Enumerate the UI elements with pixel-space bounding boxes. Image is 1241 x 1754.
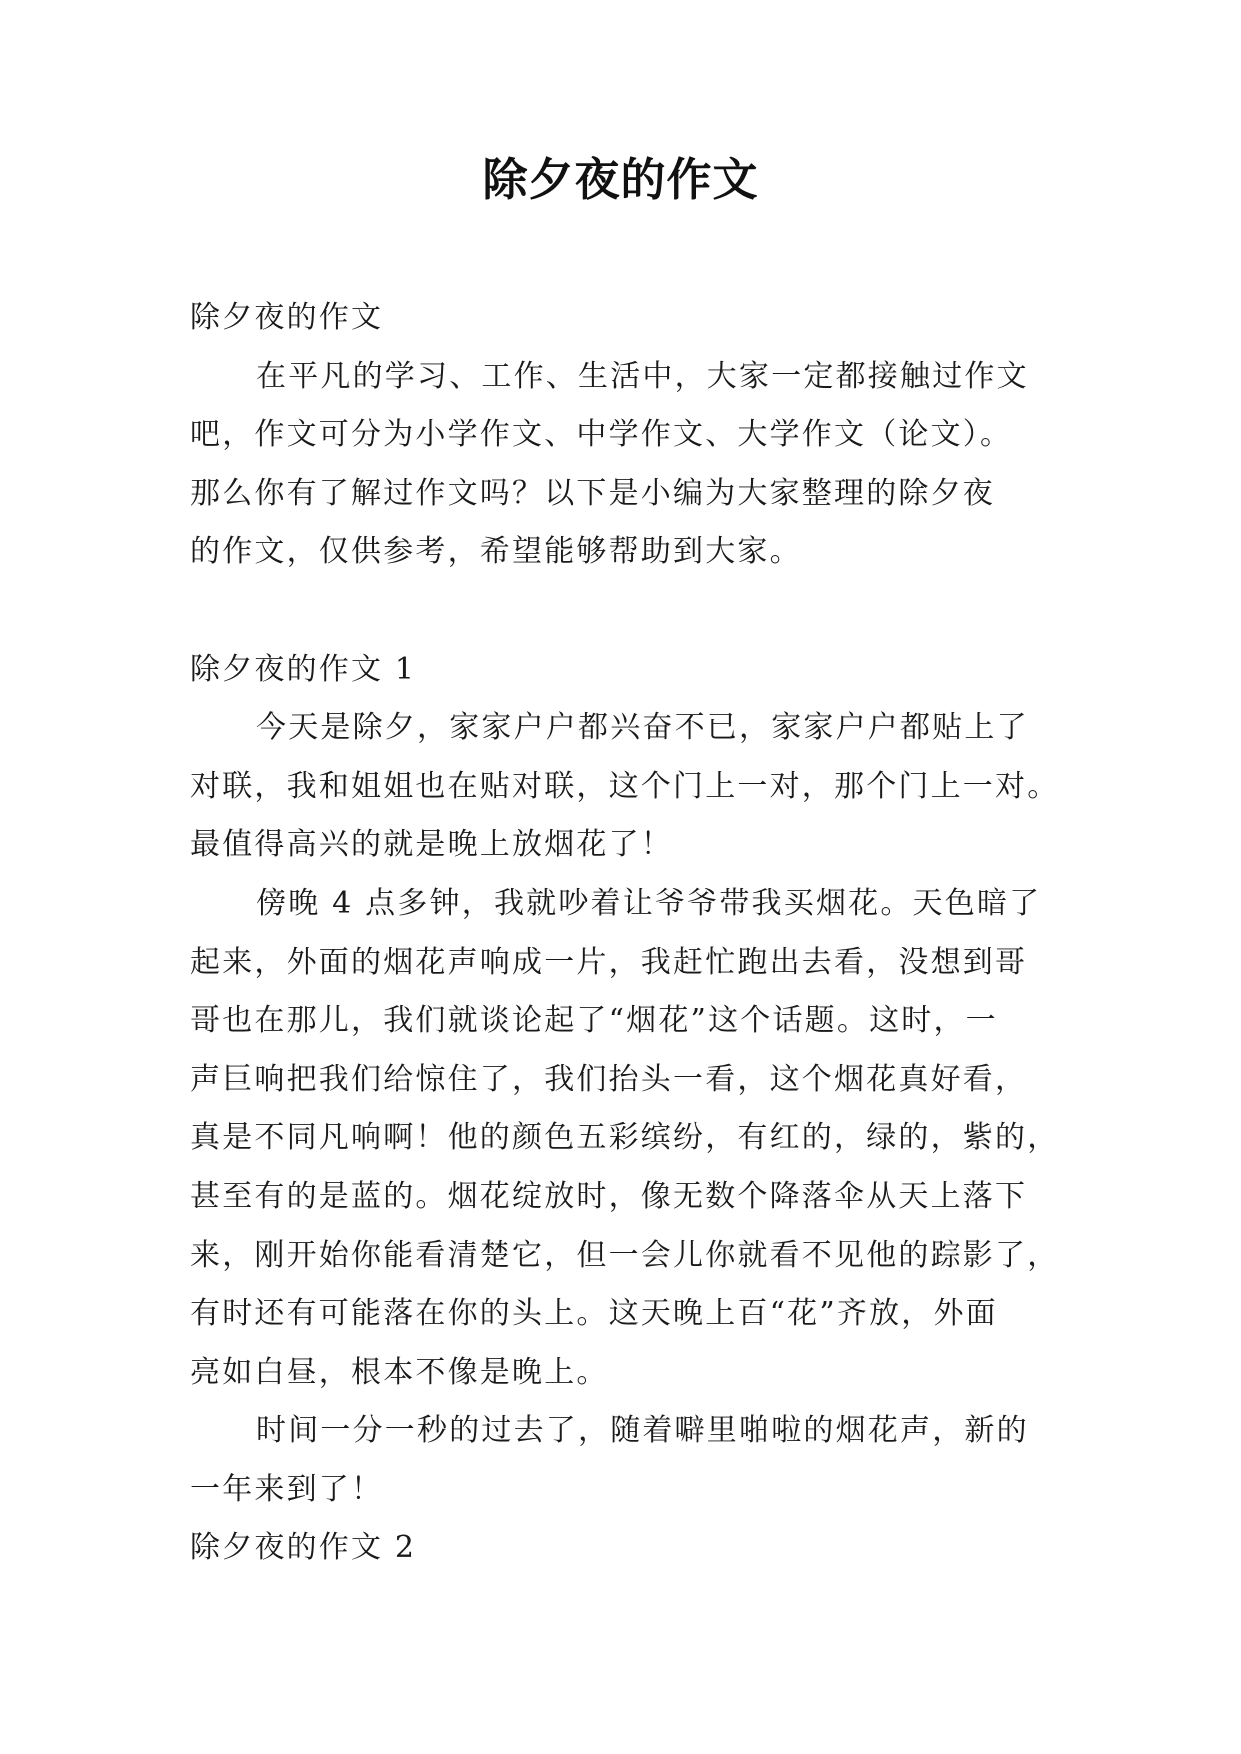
text-line: 起来，外面的烟花声响成一片，我赶忙跑出去看，没想到哥 (190, 944, 1028, 980)
text-line: 傍晚 4 点多钟，我就吵着让爷爷带我买烟花。天色暗了 (256, 885, 1042, 921)
section-heading: 除夕夜的作文 2 (190, 1530, 417, 1566)
text-line: 声巨响把我们给惊住了，我们抬头一看，这个烟花真好看， (190, 1061, 1028, 1097)
section-heading: 除夕夜的作文 1 (190, 651, 417, 687)
paragraph-gap (190, 582, 1070, 641)
text-line: 在平凡的学习、工作、生活中，大家一定都接触过作文 (256, 358, 1029, 394)
document-title: 除夕夜的作文 (482, 153, 759, 206)
text-line: 来，刚开始你能看清楚它，但一会儿你就看不见他的踪影了， (190, 1237, 1060, 1273)
text-line: 的作文，仅供参考，希望能够帮助到大家。 (190, 534, 802, 570)
text-line: 有时还有可能落在你的头上。这天晚上百“花”齐放，外面 (190, 1296, 998, 1332)
text-line: 哥也在那儿，我们就谈论起了“烟花”这个话题。这时，一 (190, 1003, 998, 1039)
text-line: 一年来到了！ (190, 1471, 384, 1507)
text-line: 最值得高兴的就是晚上放烟花了！ (190, 827, 673, 863)
text-line: 吧，作文可分为小学作文、中学作文、大学作文（论文）。 (190, 417, 1013, 453)
text-line: 真是不同凡响啊！他的颜色五彩缤纷，有红的，绿的，紫的， (190, 1120, 1060, 1156)
text-line: 今天是除夕，家家户户都兴奋不已，家家户户都贴上了 (256, 710, 1029, 746)
text-line: 那么你有了解过作文吗？以下是小编为大家整理的除夕夜 (190, 475, 995, 511)
text-line: 亮如白昼，根本不像是晚上。 (190, 1354, 609, 1390)
text-line: 时间一分一秒的过去了，随着噼里啪啦的烟花声，新的 (256, 1413, 1029, 1449)
text-line: 甚至有的是蓝的。烟花绽放时，像无数个降落伞从天上落下 (190, 1178, 1028, 1214)
document-body (190, 289, 1070, 1578)
section-heading: 除夕夜的作文 (190, 300, 384, 335)
text-line: 对联，我和姐姐也在贴对联，这个门上一对，那个门上一对。 (190, 768, 1060, 804)
